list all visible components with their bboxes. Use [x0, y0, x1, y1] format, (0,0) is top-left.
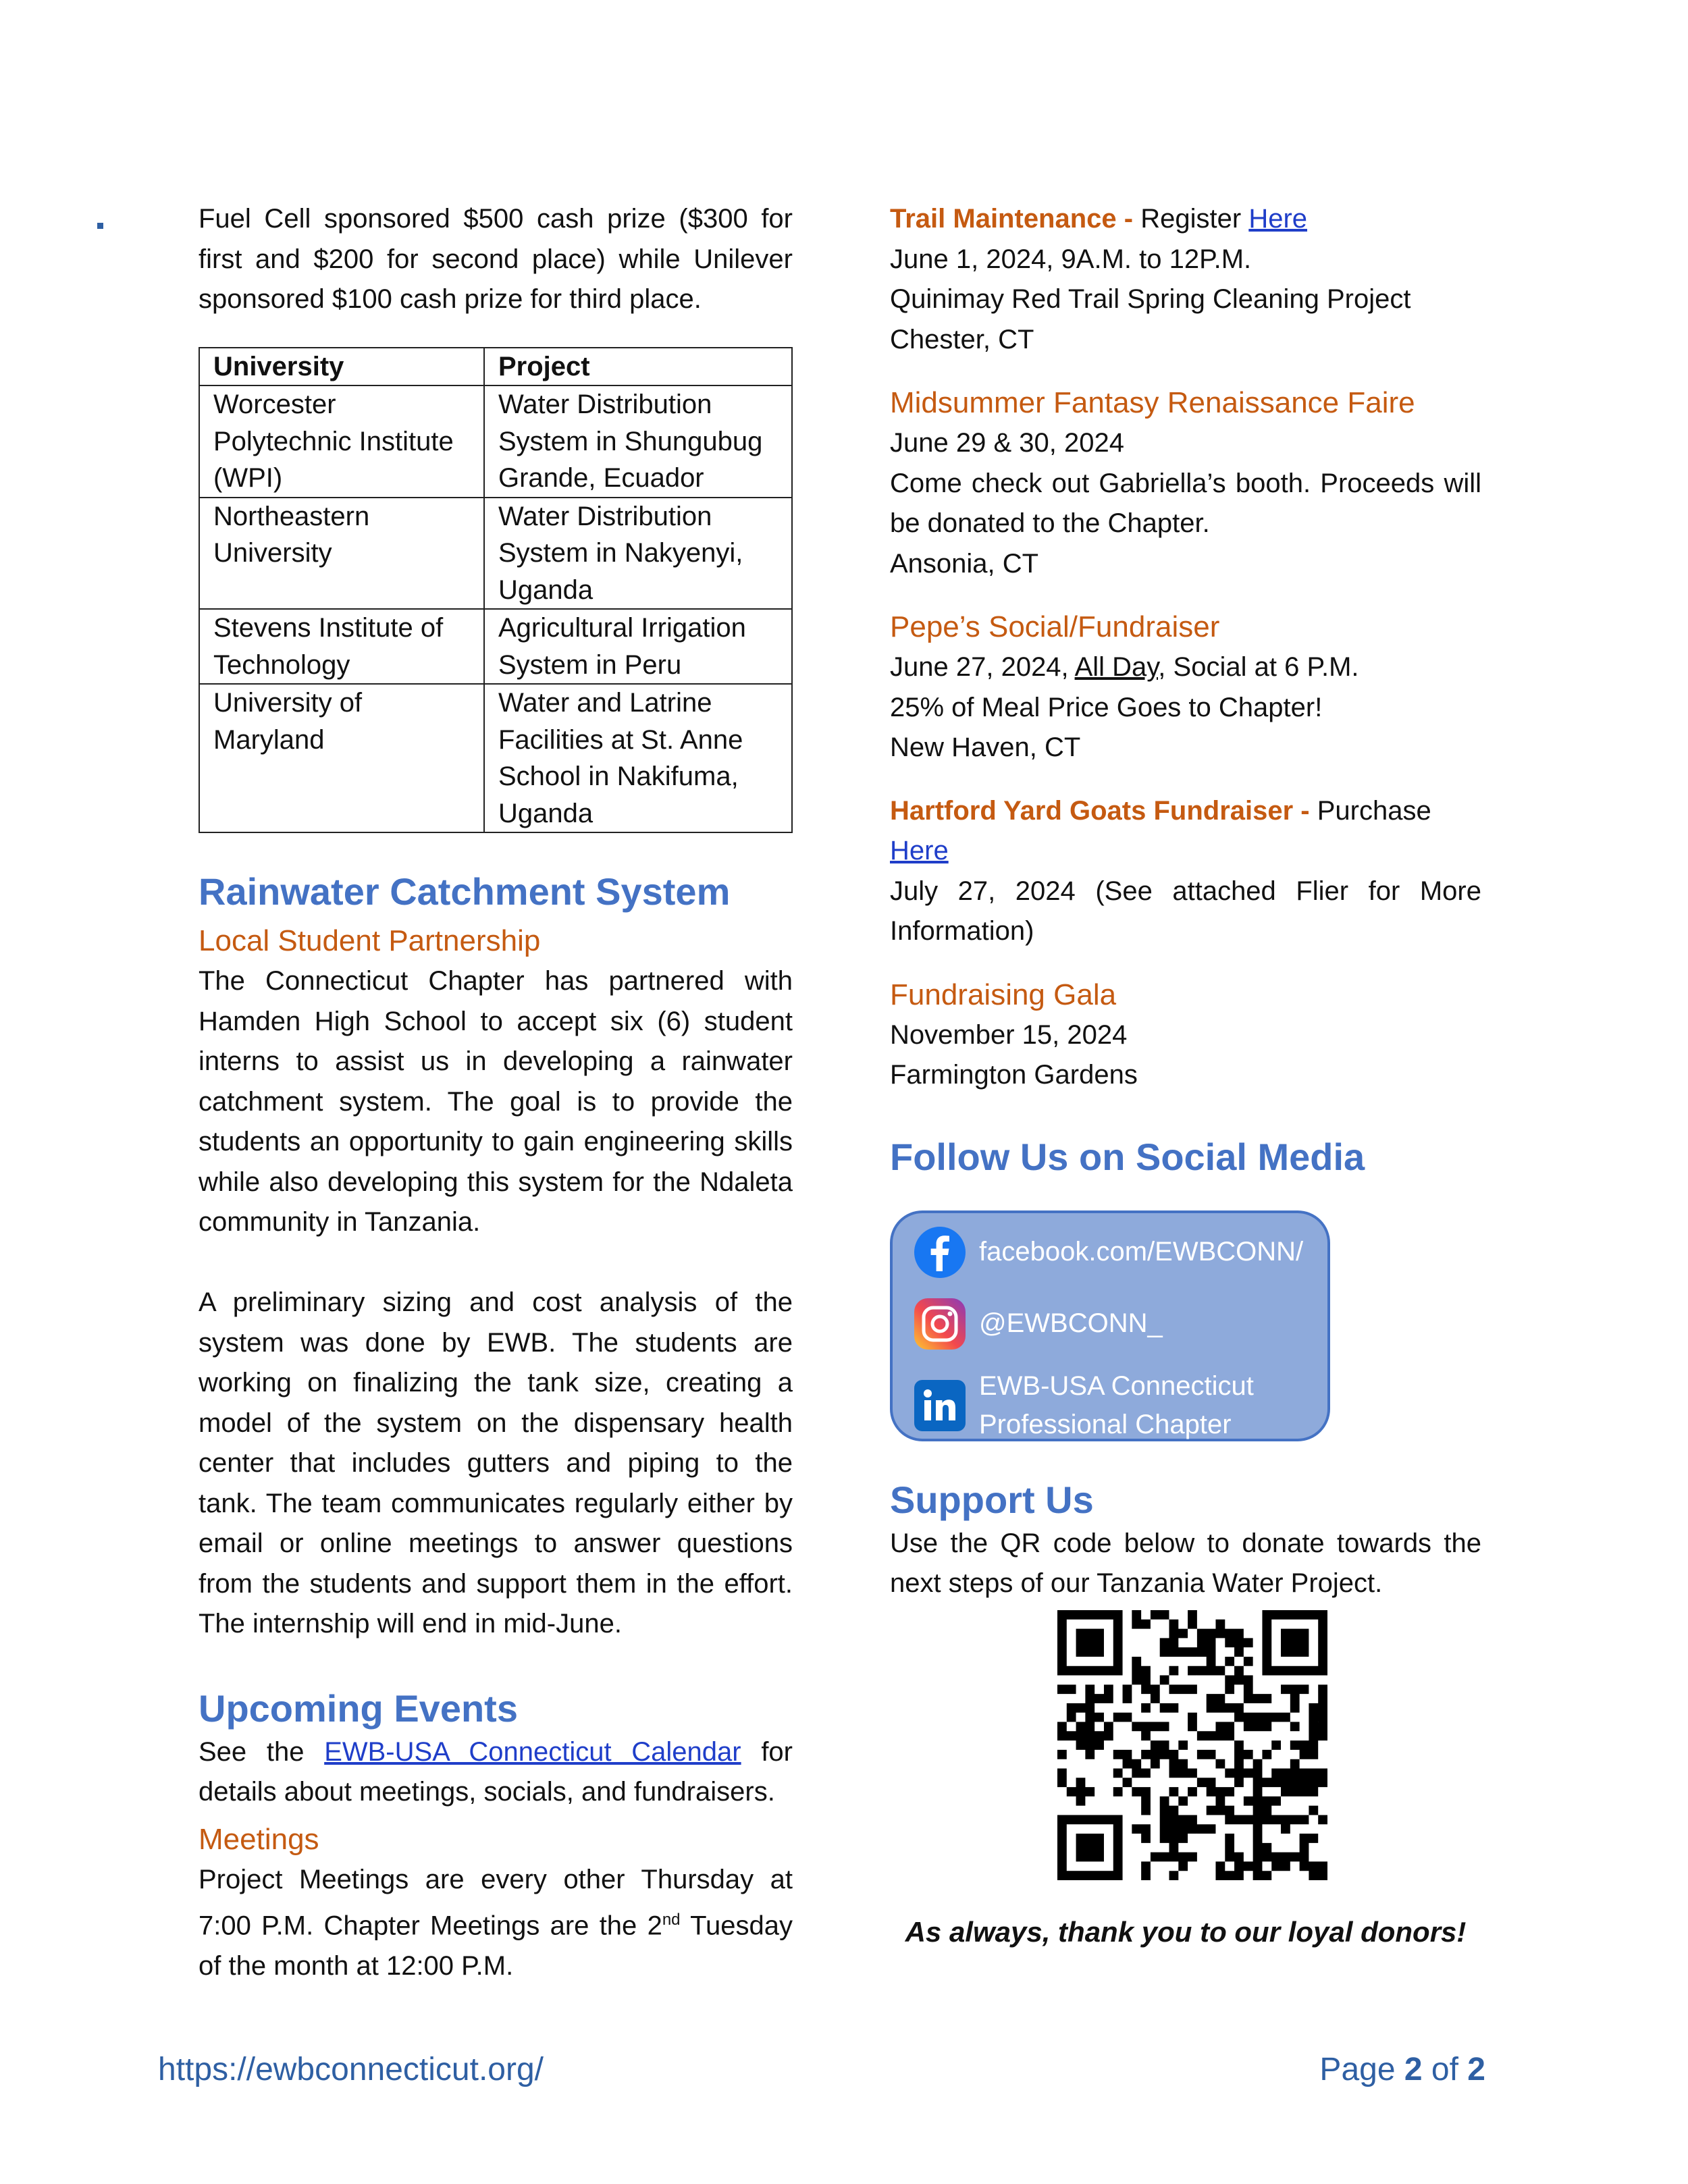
linkedin-icon	[913, 1379, 967, 1433]
table-header-project: Project	[484, 348, 792, 386]
meetings-paragraph	[199, 1860, 793, 1987]
event-trail-maintenance	[890, 199, 1481, 360]
intro-line: sponsored $100 cash prize for third place.	[199, 284, 702, 314]
linkedin-row[interactable]	[913, 1367, 1254, 1444]
current-page: 2	[1404, 2052, 1423, 2087]
support-text: Use the QR code below to donate towards the next steps of our Tanzania Water Project.	[890, 1528, 1481, 1598]
donor-thanks: As always, thank you to our loyal donors!	[905, 1916, 1467, 1948]
register-text: Register	[1140, 204, 1242, 234]
university-table	[199, 347, 793, 834]
qr-finder-pattern	[1262, 1610, 1327, 1676]
event-renaissance-faire	[890, 383, 1481, 584]
table-row	[199, 684, 792, 832]
event-title: Fundraising Gala	[890, 978, 1117, 1011]
event-social-time: Social at 6 P.M.	[1173, 652, 1359, 682]
event-detail: Chester, CT	[890, 324, 1034, 354]
qr-finder-pattern	[1057, 1610, 1123, 1676]
intro-line: first and $200 for second place) while Unilever	[199, 244, 793, 274]
calendar-rest-text: for details about meetings, socials, and fundraisers.	[199, 1736, 793, 1807]
left-column	[199, 199, 793, 1986]
table-cell-project: Water and Latrine Facilities at St. Anne School in Nakifuma, Uganda	[484, 684, 792, 832]
event-detail: New Haven, CT	[890, 733, 1081, 762]
event-title: Pepe’s Social/Fundraiser	[890, 610, 1220, 643]
goats-purchase-link[interactable]: Here	[890, 836, 949, 865]
event-detail: November 15, 2024	[890, 1019, 1128, 1050]
footer-website-link[interactable]: https://ewbconnecticut.org/	[158, 2052, 544, 2087]
list-bullet	[97, 223, 103, 229]
trail-register-link[interactable]: Here	[1248, 204, 1308, 234]
facebook-icon	[913, 1225, 967, 1279]
event-detail: 25% of Meal Price Goes to Chapter!	[890, 692, 1323, 722]
right-column	[890, 199, 1481, 1604]
table-row	[199, 609, 792, 684]
calendar-link[interactable]: EWB-USA Connecticut Calendar	[324, 1736, 741, 1767]
table-cell-university: Northeastern University	[199, 498, 484, 610]
linkedin-text	[979, 1367, 1254, 1444]
table-row	[199, 385, 792, 498]
table-cell-project: Water Distribution System in Nakyenyi, Uganda	[484, 498, 792, 610]
linkedin-line-1: EWB-USA Connecticut	[979, 1370, 1254, 1401]
table-cell-project: Water Distribution System in Shungubug Grande, Ecuador	[484, 385, 792, 498]
instagram-handle: @EWBCONN_	[979, 1308, 1163, 1338]
event-pepes	[890, 607, 1481, 768]
facebook-handle: facebook.com/EWBCONN/	[979, 1237, 1304, 1267]
table-cell-university: Worcester Polytechnic Institute (WPI)	[199, 385, 484, 498]
event-title: Trail Maintenance -	[890, 204, 1134, 234]
table-row	[199, 498, 792, 610]
event-detail: June 1, 2024, 9A.M. to 12P.M.	[890, 244, 1252, 274]
meetings-text-2: Tuesday of the month at 12:00 P.M.	[199, 1911, 793, 1981]
rainwater-heading: Rainwater Catchment System	[199, 870, 731, 913]
rainwater-paragraph-1: The Connecticut Chapter has partnered with Hamden High School to accept six (6) student interns to assist us in developing a rainwater catchment system. The goal is to provide the students an opportunity to gain engineering skills while also developing this system for the Ndaleta community in Tanzania.	[199, 966, 793, 1237]
facebook-row[interactable]	[913, 1225, 1303, 1279]
event-title: Midsummer Fantasy Renaissance Faire	[890, 386, 1415, 419]
meetings-subheading: Meetings	[199, 1822, 319, 1856]
table-cell-project: Agricultural Irrigation System in Peru	[484, 609, 792, 684]
event-detail: Farmington Gardens	[890, 1060, 1138, 1090]
event-detail: Quinimay Red Trail Spring Cleaning Project	[890, 284, 1411, 314]
intro-paragraph	[199, 199, 793, 320]
instagram-icon	[913, 1297, 967, 1351]
meetings-ordinal: nd	[662, 1911, 681, 1929]
linkedin-line-2: Professional Chapter	[979, 1409, 1232, 1439]
table-header-row	[199, 348, 792, 386]
upcoming-events-heading: Upcoming Events	[199, 1686, 518, 1730]
qr-finder-pattern	[1057, 1815, 1123, 1880]
table-cell-university: University of Maryland	[199, 684, 484, 832]
of-word: of	[1431, 2052, 1458, 2087]
event-title: Hartford Yard Goats Fundraiser -	[890, 795, 1310, 826]
support-heading: Support Us	[890, 1478, 1094, 1521]
event-date: June 27, 2024,	[890, 652, 1069, 682]
page-word: Page	[1319, 2052, 1396, 2087]
partnership-subheading: Local Student Partnership	[199, 924, 541, 957]
purchase-text: Purchase	[1317, 795, 1431, 826]
event-detail: July 27, 2024 (See attached Flier for More Information)	[890, 876, 1481, 946]
meetings-text-1: Project Meetings are every other Thursday at 7:00 P.M. Chapter Meetings are the 2	[199, 1864, 793, 1941]
event-gala	[890, 975, 1481, 1096]
rainwater-paragraph-2: A preliminary sizing and cost analysis of the system was done by EWB. The students are working on finalizing the tank size, creating a model of the system on the dispensary health center that includes gutters and piping to the tank. The team communicates regularly either by email or online meetings to answer questions from the students and support them in the effort. The internship will end in mid-June.	[199, 1287, 793, 1639]
event-detail: June 29 & 30, 2024	[890, 428, 1124, 458]
donation-qr-code[interactable]	[1057, 1610, 1327, 1880]
social-media-box	[890, 1210, 1330, 1441]
table-cell-university: Stevens Institute of Technology	[199, 609, 484, 684]
calendar-paragraph	[199, 1732, 793, 1813]
calendar-see-text: See the	[199, 1736, 305, 1767]
event-detail: Ansonia, CT	[890, 548, 1039, 579]
social-heading: Follow Us on Social Media	[890, 1135, 1365, 1178]
intro-line: Fuel Cell sponsored $500 cash prize ($300 for	[199, 204, 793, 234]
event-yard-goats	[890, 791, 1481, 952]
event-allday: All Day,	[1074, 652, 1166, 682]
table-header-university: University	[199, 348, 484, 386]
instagram-row[interactable]	[913, 1297, 1163, 1351]
total-pages: 2	[1467, 2052, 1485, 2087]
footer-page-number	[1319, 2051, 1485, 2088]
event-detail: Come check out Gabriella’s booth. Proceeds will be donated to the Chapter.	[890, 468, 1481, 538]
